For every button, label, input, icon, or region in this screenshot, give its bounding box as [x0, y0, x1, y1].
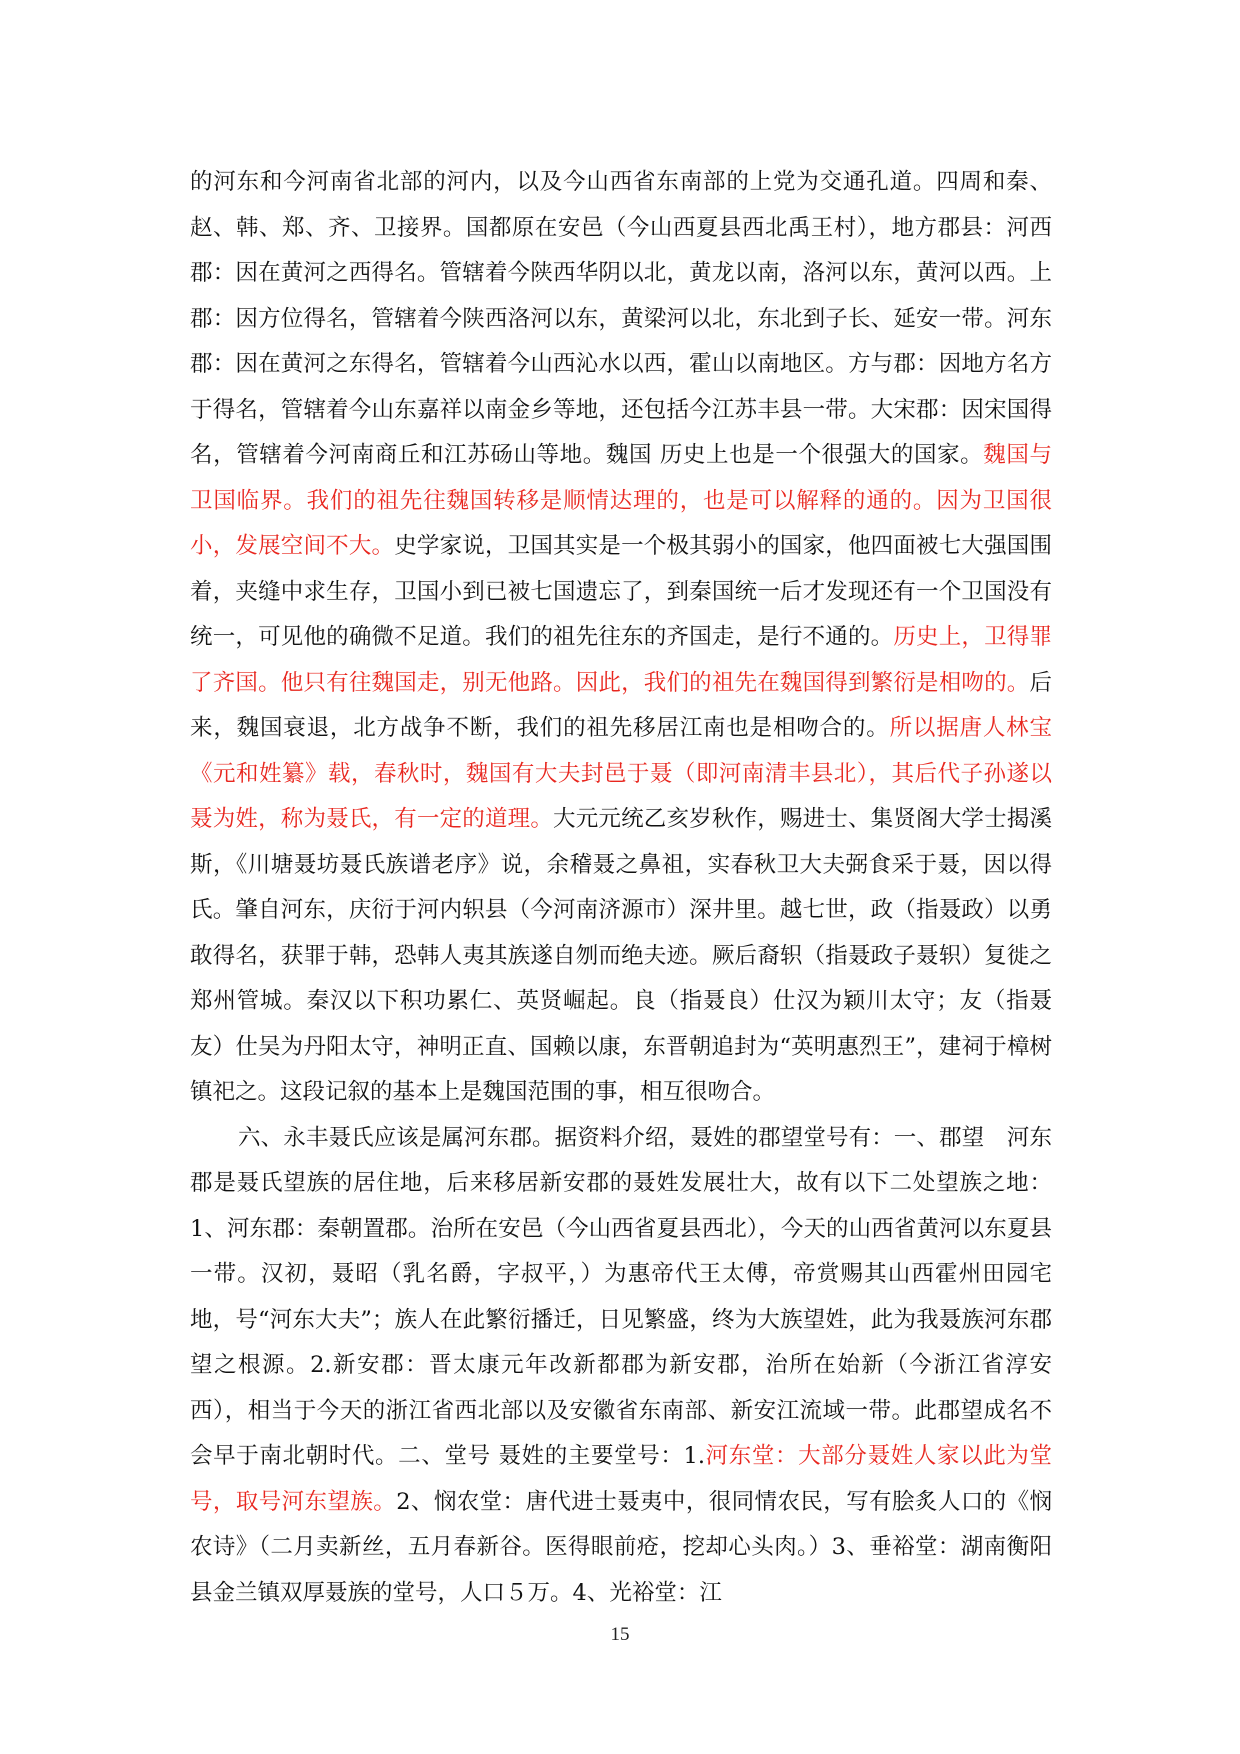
highlighted-text: 历史上，卫得罪了齐国。他只有往魏国走，别无他路。因此，我们的祖先在魏国得到繁衍是相吻的。 [190, 624, 1052, 696]
paragraph-1 [190, 160, 1052, 1116]
highlighted-text: 河东堂：大部分聂姓人家以此为堂号，取号河东望族。 [190, 1443, 1052, 1515]
body-text [190, 160, 1052, 1616]
text-run: 后来，魏国衰退，北方战争不断，我们的祖先移居江南也是相吻合的。 [190, 669, 1052, 741]
text-run: 2、悯农堂：唐代进士聂夷中，很同情农民，写有脍炙人口的《悯农诗》（二月卖新丝，五月春新谷。医得眼前疮，挖却心头肉。）3、垂裕堂：湖南衡阳县金兰镇双厚聂族的堂号，人口５万。4、光裕堂：江 [190, 1488, 1052, 1606]
page-number: 15 [610, 1624, 630, 1645]
text-run: 的河东和今河南省北部的河内，以及今山西省东南部的上党为交通孔道。四周和秦、赵、韩、郑、齐、卫接界。国都原在安邑（今山西夏县西北禹王村），地方郡县：河西郡：因在黄河之西得名。管辖着今陕西华阴以北，黄龙以南，洛河以东，黄河以西。上郡：因方位得名，管辖着今陕西洛河以东，黄梁河以北，东北到子长、延安一带。河东郡：因在黄河之东得名，管辖着今山西沁水以西，霍山以南地区。方与郡：因地方名方于得名，管辖着今山东嘉祥以南金乡等地，还包括今江苏丰县一带。大宋郡：因宋国得名，管辖着今河南商丘和江苏砀山等地。魏国 历史上也是一个很强大的国家。 [190, 169, 1052, 468]
text-run: 六、永丰聂氏应该是属河东郡。据资料介绍，聂姓的郡望堂号有：一、郡望 河东郡是聂氏望族的居住地，后来移居新安郡的聂姓发展壮大，故有以下二处望族之地：1、河东郡：秦朝置郡。治所在安邑（今山西省夏县西北），今天的山西省黄河以东夏县一带。汉初，聂昭（乳名爵，字叔平，）为惠帝代王太傅，帝赏赐其山西霍州田园宅地，号“河东大夫”；族人在此繁衍播迁，日见繁盛，终为大族望姓，此为我聂族河东郡望之根源。2.新安郡：晋太康元年改新都郡为新安郡，治所在始新（今浙江省淳安西），相当于今天的浙江省西北部以及安徽省东南部、新安江流域一带。此郡望成名不会早于南北朝时代。二、堂号 聂姓的主要堂号：1. [190, 1124, 1052, 1469]
highlighted-text: 魏国与卫国临界。我们的祖先往魏国转移是顺情达理的，也是可以解释的通的。因为卫国很小，发展空间不大。 [190, 442, 1052, 559]
paragraph-2 [190, 1116, 1052, 1617]
text-run: 大元元统乙亥岁秋作，赐进士、集贤阁大学士揭溪斯，《川塘聂坊聂氏族谱老序》说，余稽聂之鼻祖，实春秋卫大夫弼食采于聂，因以得氏。肇自河东，庆衍于河内轵县（今河南济源市）深井里。越七世，政（指聂政）以勇敢得名，获罪于韩，恐韩人夷其族遂自刎而绝夫迹。厥后裔轵（指聂政子聂轵）复徙之郑州管城。秦汉以下积功累仁、英贤崛起。良（指聂良）仕汉为颖川太守；友（指聂友）仕吴为丹阳太守，神明正直、国赖以康，东晋朝追封为“英明惠烈王”，建祠于樟树镇祀之。这段记叙的基本上是魏国范围的事，相互很吻合。 [190, 806, 1052, 1105]
text-run: 史学家说，卫国其实是一个极其弱小的国家，他四面被七大强国围着，夹缝中求生存，卫国小到已被七国遗忘了，到秦国统一后才发现还有一个卫国没有统一，可见他的确微不足道。我们的祖先往东的齐国走，是行不通的。 [190, 533, 1052, 650]
highlighted-text: 所以据唐人林宝《元和姓纂》载，春秋时，魏国有大夫封邑于聂（即河南清丰县北），其后代子孙遂以聂为姓，称为聂氏，有一定的道理。 [190, 715, 1052, 832]
